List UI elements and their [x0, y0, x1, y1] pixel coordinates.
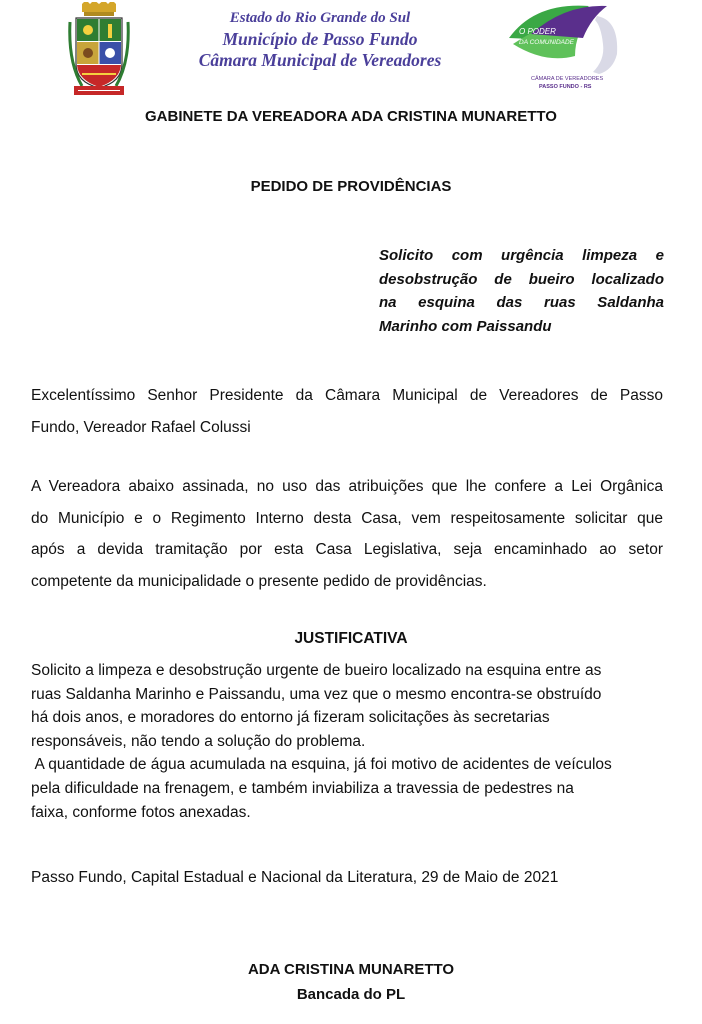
justification-line: Solicito a limpeza e desobstrução urgente de bueiro localizado na esquina entre as [31, 662, 602, 679]
body-line: competente da municipalidade o presente pedido de providências. [31, 572, 487, 590]
justification-line: responsáveis, não tendo a solução do problema. [31, 732, 366, 750]
document-header [0, 0, 702, 100]
salutation-paragraph [31, 380, 663, 443]
header-municipality: Município de Passo Fundo [222, 29, 418, 49]
justification-line: pela dificuldade na frenagem, e também inviabiliza a travessia de pedestres na [31, 779, 574, 797]
header-chamber: Câmara Municipal de Vereadores [198, 50, 442, 70]
salutation-line: Fundo, Vereador Rafael Colussi [31, 418, 251, 436]
salutation-line: Excelentíssimo Senhor Presidente da Câmara Municipal de Vereadores de Passo [31, 387, 663, 404]
justification-line: faixa, conforme fotos anexadas. [31, 803, 251, 821]
justification-line: há dois anos, e moradores do entorno já fizeram solicitações às secretarias [31, 709, 550, 727]
ementa-line: desobstrução de bueiro localizado [379, 270, 664, 288]
camara-logo-icon [505, 4, 625, 92]
ementa-line: Marinho com Paissandu [379, 317, 552, 335]
signatory-party: Bancada do PL [296, 986, 406, 1003]
office-heading: GABINETE DA VEREADORA ADA CRISTINA MUNARETTO [145, 108, 557, 125]
body-line: após a devida tramitação por esta Casa Legislativa, seja encaminhado ao setor [31, 541, 663, 558]
justification-heading: JUSTIFICATIVA [294, 630, 408, 647]
signatory-name: ADA CRISTINA MUNARETTO [247, 961, 455, 978]
ementa-line: Solicito com urgência limpeza e [379, 247, 664, 264]
logo-org: CÂMARA DE VEREADORES [531, 76, 604, 82]
header-institution [170, 9, 470, 71]
logo-place: PASSO FUNDO - RS [539, 84, 592, 90]
coat-of-arms-icon [68, 2, 130, 98]
ementa-line: na esquina das ruas Saldanha [379, 294, 664, 311]
header-state: Estado do Rio Grande do Sul [229, 10, 411, 26]
ementa-block [379, 244, 664, 338]
document-title: PEDIDO DE PROVIDÊNCIAS [250, 178, 452, 195]
body-paragraph [31, 471, 663, 597]
logo-slogan-line2: DA COMUNIDADE [519, 39, 575, 46]
justification-line: ruas Saldanha Marinho e Paissandu, uma vez que o mesmo encontra-se obstruído [31, 685, 602, 703]
justification-paragraph [31, 659, 663, 824]
logo-slogan-line1: O PODER [519, 27, 556, 36]
body-line: A Vereadora abaixo assinada, no uso das atribuições que lhe confere a Lei Orgânica [31, 478, 663, 495]
justification-line: A quantidade de água acumulada na esquina, já foi motivo de acidentes de veículos [31, 756, 612, 774]
body-line: do Município e o Regimento Interno desta Casa, vem respeitosamente solicitar que [31, 509, 663, 527]
place-date: Passo Fundo, Capital Estadual e Nacional da Literatura, 29 de Maio de 2021 [31, 869, 559, 886]
